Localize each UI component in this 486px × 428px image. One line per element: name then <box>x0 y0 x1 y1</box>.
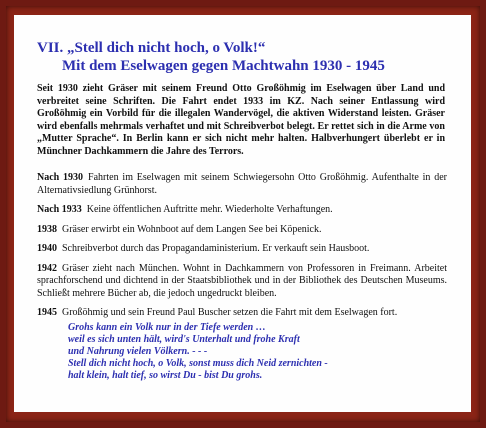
entry-year: 1940 <box>37 243 57 254</box>
timeline-entry <box>37 307 447 320</box>
timeline <box>37 172 447 327</box>
quote-line: halt klein, halt tief, so wirst Du - bist Du grohs. <box>68 370 263 381</box>
entry-text: Schreibverbot durch das Propagandaministerium. Er verkauft sein Hausboot. <box>62 243 370 254</box>
timeline-entry <box>37 243 447 256</box>
intro-paragraph: Seit 1930 zieht Gräser mit seinem Freund Otto Großöhmig im Eselwagen über Land und verbreitet seine Schriften. Die Fahrt endet 1933 im KZ. Nach seiner Entlassung wird Großöhmig ein Vorbild für die illegalen Wandervögel, die aktiven Widerstand leisten. Gräser wird ebenfalls mehrmals verhaftet und mit Schreibverbot belegt. Er rettet sich in die Arme von „Mutter Sprache“. In Berlin kann er sich nicht mehr halten. Halbverhungert überlebt er in Münchner Dachkammern die Jahre des Terrors. <box>37 83 445 157</box>
timeline-entry <box>37 204 447 217</box>
entry-year: Nach 1930 <box>37 172 84 183</box>
timeline-entry <box>37 224 447 237</box>
page-title <box>37 39 457 75</box>
entry-year: 1942 <box>37 262 57 274</box>
timeline-entry <box>37 172 447 197</box>
entry-text: Gräser erwirbt ein Wohnboot auf dem Langen See bei Köpenick. <box>62 223 322 235</box>
entry-year: 1938 <box>37 223 57 235</box>
quote-line: weil es sich unten hält, wird's Unterhalt und frohe Kraft <box>68 334 300 345</box>
entry-text: Fahrten im Eselwagen mit seinem Schwiegersohn Otto Großöhmig. Aufenthalte in der Alternativsiedlung Grünhorst. <box>37 172 447 196</box>
entry-text: Großöhmig und sein Freund Paul Buscher setzen die Fahrt mit dem Eselwagen fort. <box>62 307 398 318</box>
quote-line: Stell dich nicht hoch, o Volk, sonst muss dich Neid zernichten - <box>68 358 328 369</box>
quote-line: und Nahrung vielen Völkern. - - - <box>68 346 208 357</box>
timeline-entry <box>37 263 447 301</box>
entry-year: Nach 1933 <box>37 204 82 215</box>
quote-line: Grohs kann ein Volk nur in der Tiefe werden … <box>68 322 266 333</box>
entry-year: 1945 <box>37 307 57 318</box>
poem-quote <box>68 322 408 382</box>
entry-text: Keine öffentlichen Auftritte mehr. Wiederholte Verhaftungen. <box>86 204 333 215</box>
title-line-1: VII. „Stell dich nicht hoch, o Volk!“ <box>37 40 266 56</box>
title-line-2: Mit dem Eselwagen gegen Machtwahn 1930 - 1945 <box>62 58 385 74</box>
entry-text: Gräser zieht nach München. Wohnt in Dachkammern von Professoren in Freimann. Arbeitet sprachforschend und dichtend in der Staatsbibliothek und in der Bibliothek des Deutschen Museums. Schließt mehrere Bücher ab, die jedoch ungedruckt bleiben. <box>37 262 447 299</box>
